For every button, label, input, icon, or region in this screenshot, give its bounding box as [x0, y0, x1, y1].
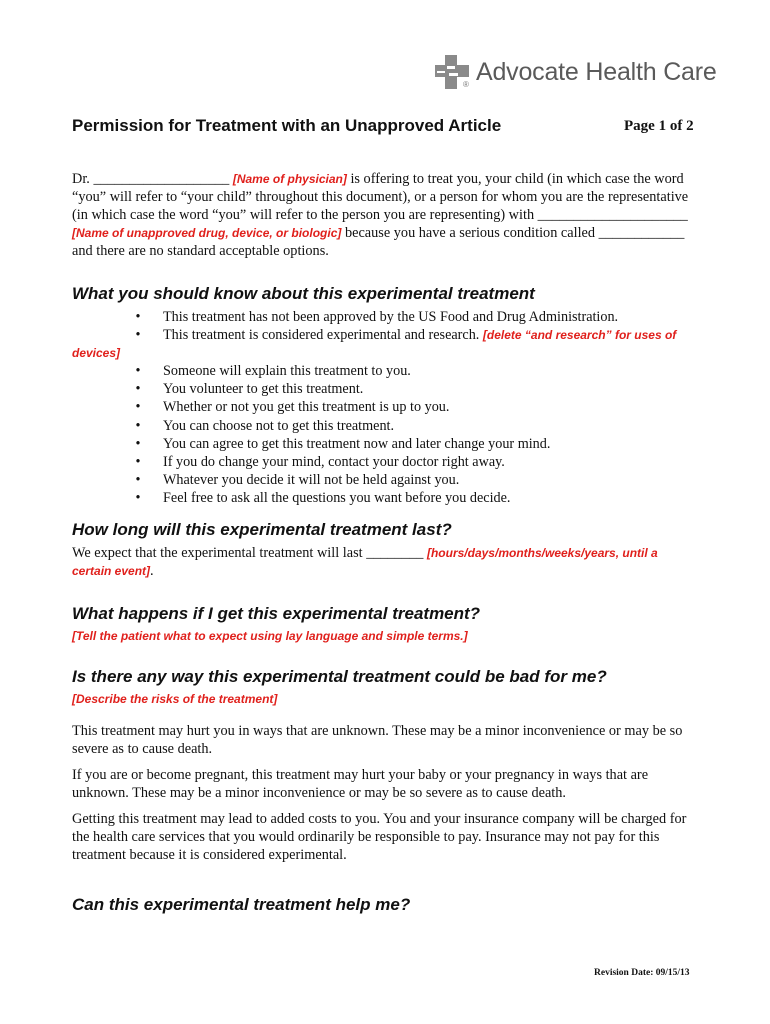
bullet-text: Someone will explain this treatment to you.	[163, 363, 411, 380]
bullet-icon: •	[135, 471, 141, 488]
article-placeholder: [Name of unapproved drug, device, or biologic]	[72, 226, 342, 240]
list-item	[72, 380, 698, 398]
bullet-icon: •	[135, 399, 141, 416]
list-item	[72, 435, 698, 453]
section-heading-risks: Is there any way this experimental treatment could be bad for me?	[72, 667, 607, 686]
registered-mark: ®	[463, 80, 469, 89]
intro-text-2: is offering to treat you, your child (in which case the word “you” will refer to “your child” throughout this document), or a person for whom you are the representative (in which case the word “you” will refer to the person you are representing) with _____________________	[72, 171, 689, 223]
list-item	[72, 471, 698, 489]
list-item	[72, 417, 698, 435]
logo	[434, 52, 717, 92]
intro-text-1: Dr. ___________________	[72, 171, 233, 187]
bullet-text: Whether or not you get this treatment is up to you.	[163, 399, 450, 416]
bullet-icon: •	[135, 435, 141, 452]
bullet-icon: •	[135, 381, 141, 398]
costs-paragraph: Getting this treatment may lead to added costs to you. You and your insurance company will be charged for the health care services that you would ordinarily be responsible to pay. Insurance may not pay for this treatment because it is considered experimental.	[72, 811, 687, 863]
revision-date: Revision Date: 09/15/13	[594, 968, 690, 978]
bullet-list	[72, 308, 698, 507]
section-heading-know: What you should know about this experimental treatment	[72, 284, 535, 303]
bullet-text: Feel free to ask all the questions you want before you decide.	[163, 489, 511, 506]
bullet-icon: •	[135, 453, 141, 470]
section-heading-help: Can this experimental treatment help me?	[72, 895, 411, 914]
bullet-text: You volunteer to get this treatment.	[163, 381, 364, 398]
section-heading-what-happens: What happens if I get this experimental treatment?	[72, 604, 481, 623]
bullet-text: This treatment has not been approved by the US Food and Drug Administration.	[163, 309, 619, 325]
duration-end: .	[150, 563, 154, 579]
document-title: Permission for Treatment with an Unapproved Article	[72, 116, 502, 135]
bullet-icon: •	[135, 417, 141, 434]
duration-note: [hours/days/months/weeks/years, until a certain event]	[72, 546, 658, 578]
intro-paragraph	[72, 170, 694, 260]
logo-text: Advocate Health Care	[476, 57, 717, 86]
devices-note: [delete “and research” for uses of devices]	[72, 328, 677, 361]
section-heading-duration: How long will this experimental treatment last?	[72, 520, 452, 539]
page-number: Page 1 of 2	[624, 118, 694, 134]
list-item	[72, 308, 698, 326]
bullet-text: If you do change your mind, contact your doctor right away.	[163, 453, 505, 470]
list-item	[72, 489, 698, 507]
duration-text: We expect that the experimental treatment will last ________	[72, 545, 427, 561]
bullet-text: You can agree to get this treatment now and later change your mind.	[163, 435, 551, 452]
list-item	[72, 398, 698, 416]
bullet-icon: •	[135, 489, 141, 506]
risks-paragraph-1: This treatment may hurt you in ways that are unknown. These may be a minor inconvenience or may be so severe as to cause death.	[72, 723, 683, 757]
intro-text-3: because you have a serious condition called ____________ and there are no standard acceptable options.	[72, 225, 685, 259]
risks-paragraph-2: If you are or become pregnant, this treatment may hurt your baby or your pregnancy in ways that are unknown. These may be a minor inconvenience or may be so severe as to cause death.	[72, 767, 649, 801]
bullet-text: This treatment is considered experimental and research.	[163, 327, 483, 344]
list-item	[72, 362, 698, 380]
bullet-icon: •	[135, 363, 141, 380]
bullet-icon: •	[135, 309, 141, 325]
list-item	[72, 453, 698, 471]
physician-placeholder: [Name of physician]	[232, 172, 347, 186]
what-happens-note: [Tell the patient what to expect using lay language and simple terms.]	[72, 629, 468, 643]
duration-paragraph	[72, 544, 698, 580]
risks-note: [Describe the risks of the treatment]	[72, 692, 278, 706]
bullet-text: You can choose not to get this treatment.	[163, 417, 395, 434]
bullet-text: Whatever you decide it will not be held against you.	[163, 471, 460, 488]
list-item	[72, 326, 698, 362]
bullet-icon: •	[135, 327, 141, 344]
